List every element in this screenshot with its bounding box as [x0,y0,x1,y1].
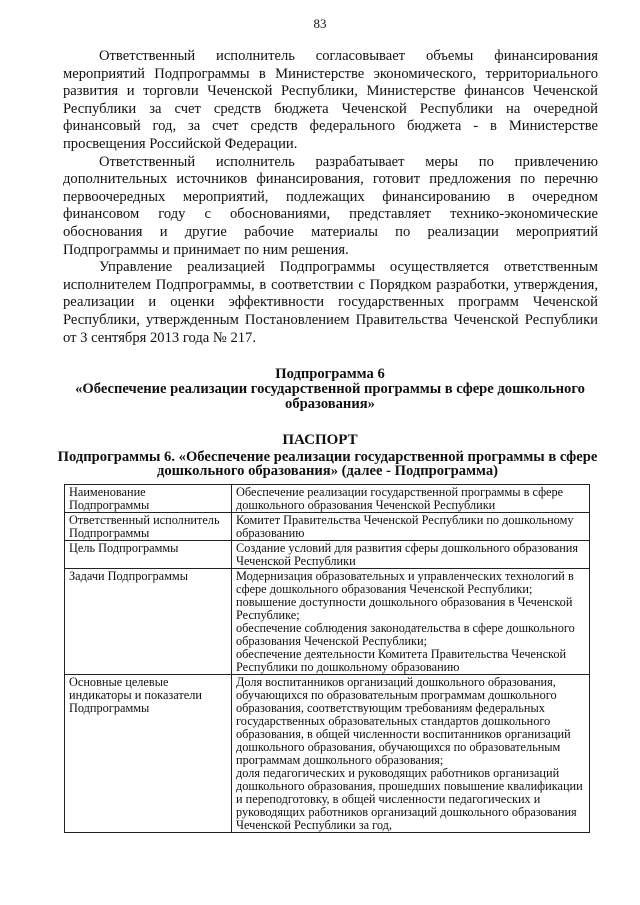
value-line: повышение доступности дошкольного образования в Чеченской Республике; [236,595,573,622]
table-row [65,675,590,833]
paragraph: Управление реализацией Подпрограммы осуществляется ответственным исполнителем Подпрограммы, в соответствии с Порядком разработки, утверждения, реализации и оценки эффективности государственных программ Чеченской Республики, утвержденным Постановлением Правительства Чеченской Республики от 3 сентября 2013 года № 217. [63,259,598,346]
subprogram-heading [55,367,605,412]
row-label: Основные целевые индикаторы и показатели Подпрограммы [65,675,232,833]
table-row [65,541,590,569]
body-text [63,48,598,347]
subprogram-title: «Обеспечение реализации государственной программы в сфере дошкольного образования» [75,381,585,412]
value-line: Создание условий для развития сферы дошкольного образования Чеченской Республики [236,541,579,568]
row-value [232,513,590,541]
row-label: Задачи Подпрограммы [65,569,232,675]
row-label: Цель Подпрограммы [65,541,232,569]
value-line: Обеспечение реализации государственной программы в сфере дошкольного образования Чеченской Республики [236,485,564,512]
row-label: Ответственный исполнитель Подпрограммы [65,513,232,541]
table-row [65,513,590,541]
value-line: обеспечение деятельности Комитета Правительства Чеченской Республики по дошкольному образованию [236,647,567,674]
table-row [65,485,590,513]
passport-title: ПАСПОРТ [282,432,358,448]
value-line: Комитет Правительства Чеченской Республики по дошкольному образованию [236,513,574,540]
value-line: Доля воспитанников организаций дошкольного образования, обучающихся по образовательным программам дошкольного образования, соответствующим требованиям федеральных государственных образовательных стандартов дошкольного образования, в общей численности воспитанников организаций дошкольного образования, обучающихся по образовательным программам дошкольного образования; [236,675,571,767]
row-value [232,541,590,569]
paragraph: Ответственный исполнитель согласовывает объемы финансирования мероприятий Подпрограммы в Министерстве экономического, территориального развития и торговли Чеченской Республики, Министерстве финансов Чеченской Республики за счет средств бюджета Чеченской Республики на очередной финансовый год, за счет средств федерального бюджета - в Министерстве просвещения Российской Федерации. [63,48,598,152]
value-line: доля педагогических и руководящих работников организаций дошкольного образования, прошедших повышение квалификации и переподготовку, в общей численности педагогических и руководящих работников организаций дошкольного образования Чеченской Республики за год, [236,766,583,832]
subprogram-number: Подпрограмма 6 [275,366,385,382]
row-value [232,569,590,675]
value-line: обеспечение соблюдения законодательства в сфере дошкольного образования Чеченской Республики; [236,621,575,648]
paragraph: Ответственный исполнитель разрабатывает меры по привлечению дополнительных источников финансирования, готовит предложения по перечню первоочередных мероприятий, подлежащих финансированию в очередном финансовом году с обоснованиями, представляет технико-экономические обоснования и другие рабочие материалы по реализации мероприятий Подпрограммы и принимает по ним решения. [63,153,598,258]
page-number: 83 [313,16,327,31]
row-value [232,675,590,833]
passport-subtitle: Подпрограммы 6. «Обеспечение реализации государственной программы в сфере дошкольного образования» (далее - Подпрограмма) [57,449,598,479]
value-line: Модернизация образовательных и управленческих технологий в сфере дошкольного образования Чеченской Республики; [236,569,574,596]
row-value [232,485,590,513]
passport-table [64,484,590,833]
table-row [65,569,590,675]
row-label: Наименование Подпрограммы [65,485,232,513]
